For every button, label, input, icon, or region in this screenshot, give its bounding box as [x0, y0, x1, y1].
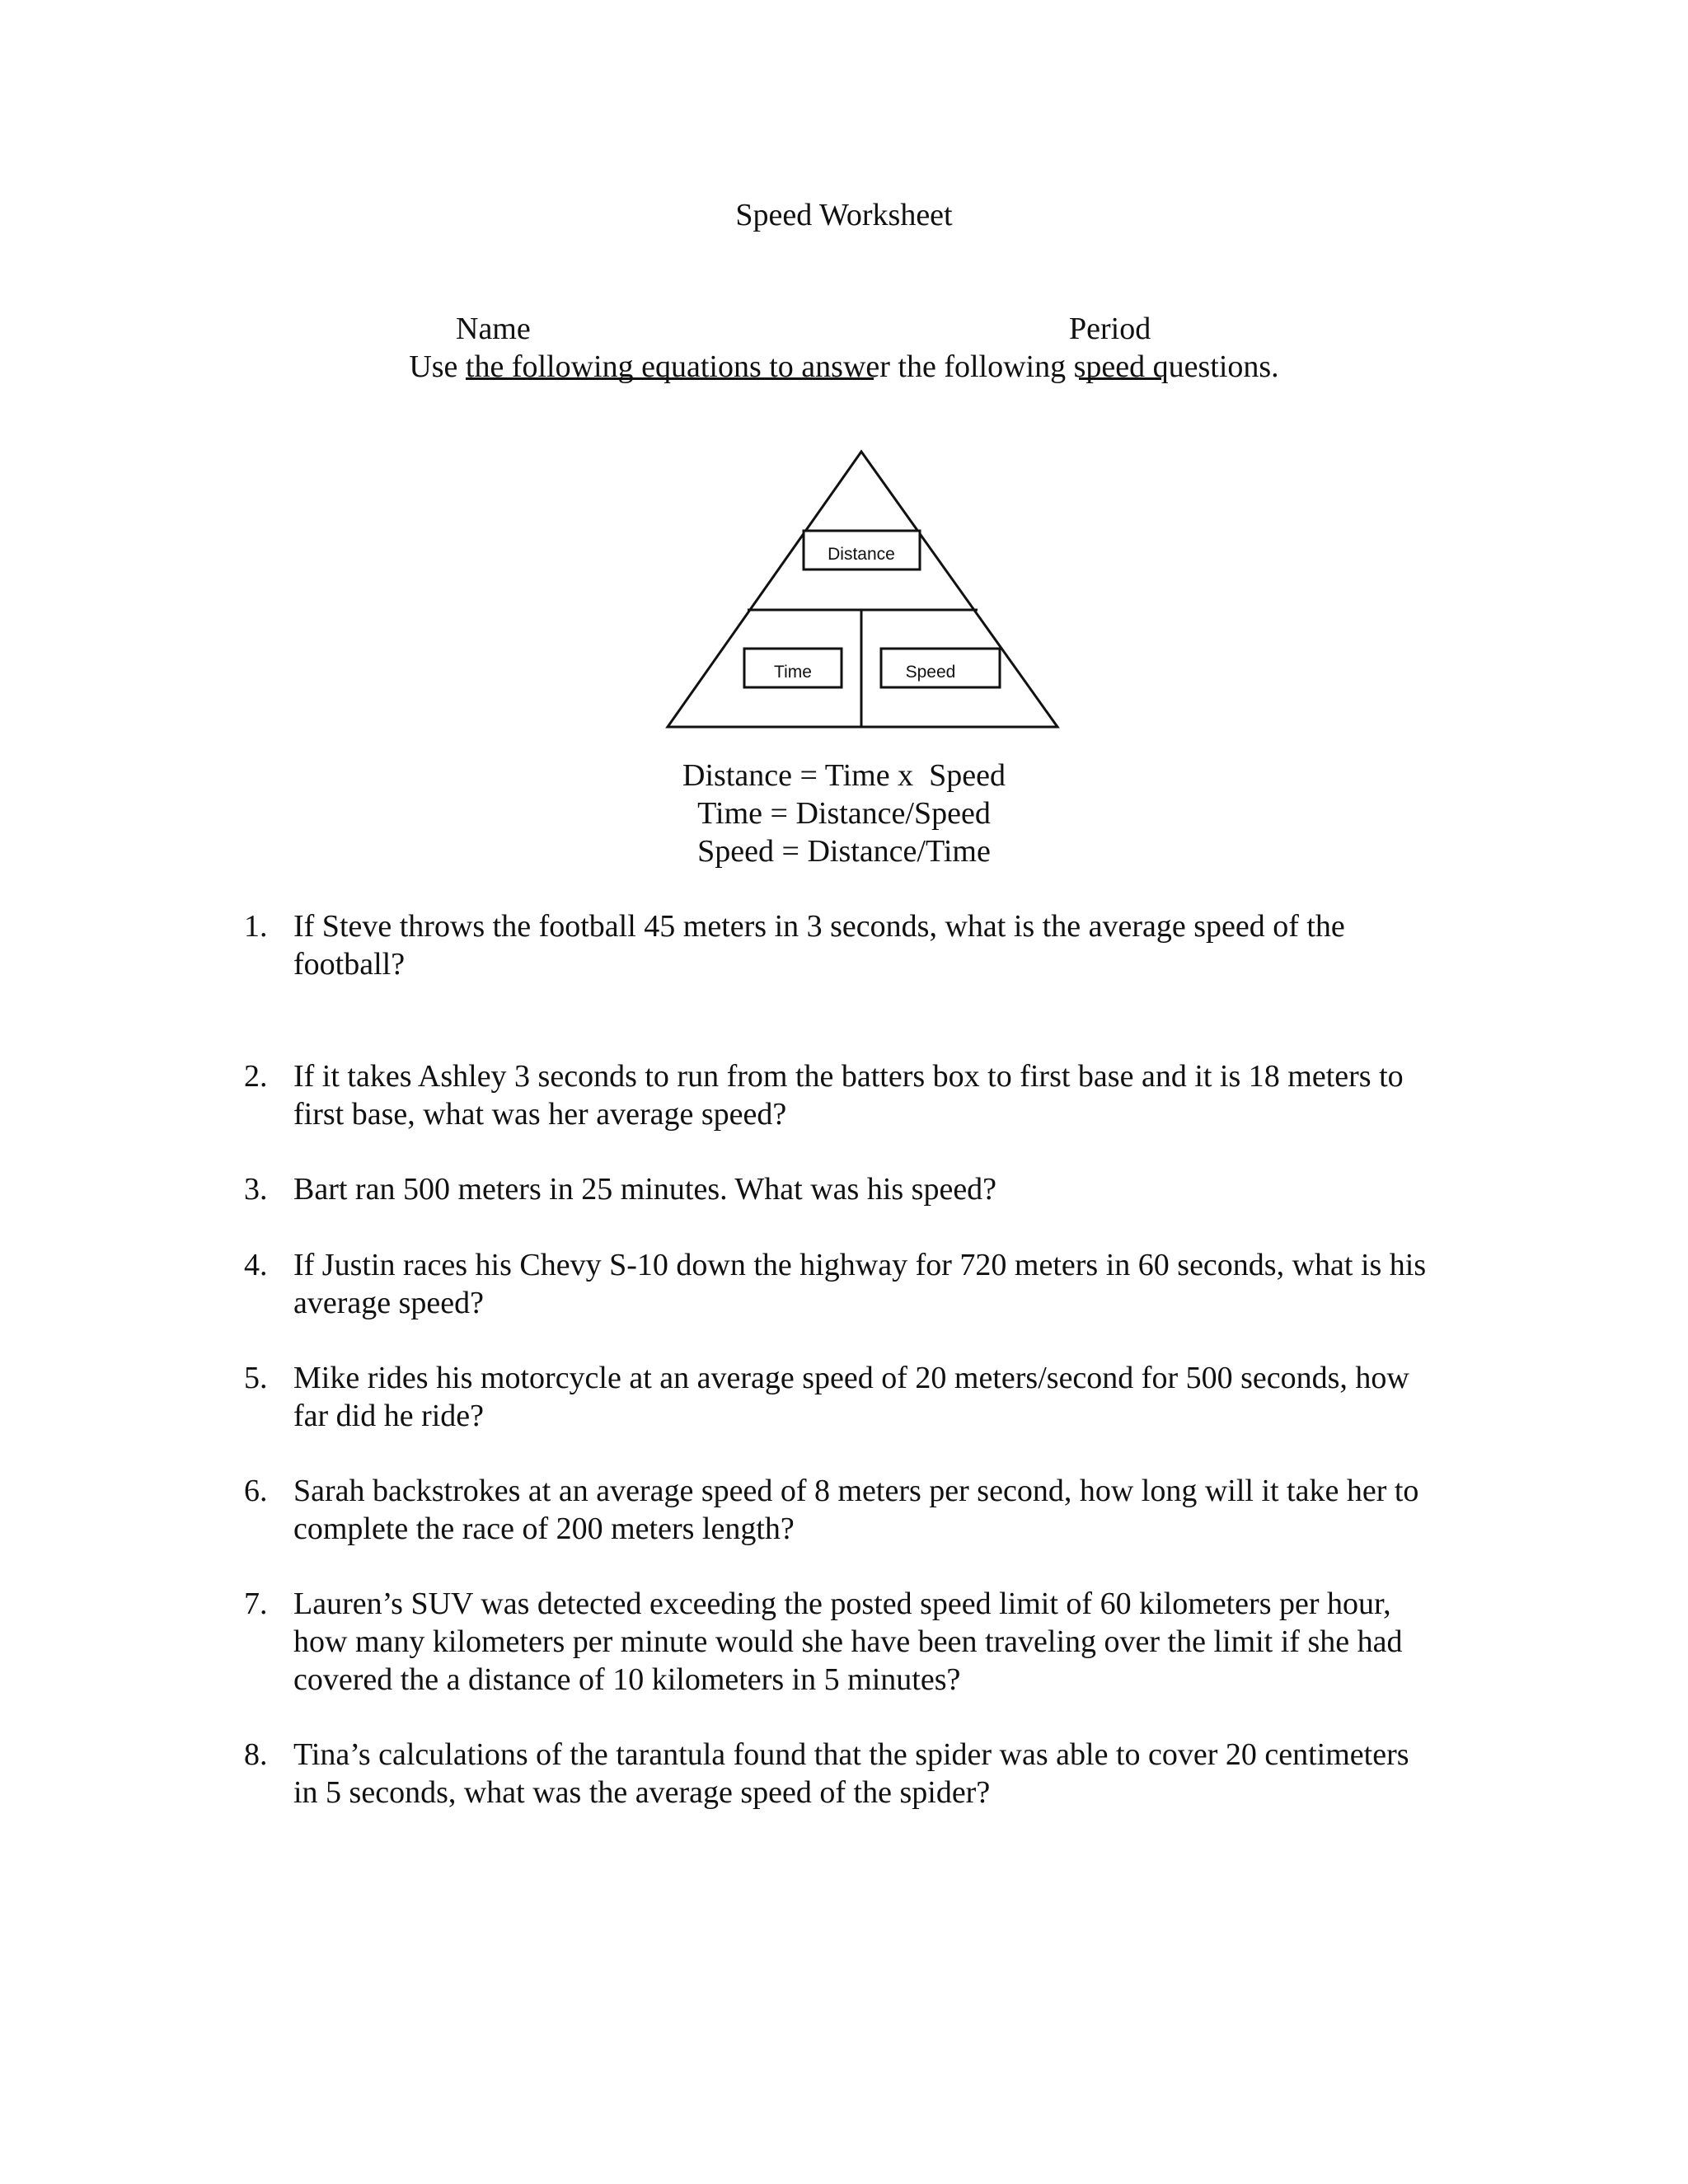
question-number: 6.: [244, 1474, 268, 1508]
question-text: Mike rides his motorcycle at an average speed of 20 meters/second for 500 seconds, how far did he ride?: [293, 1361, 1409, 1433]
question-text: Lauren’s SUV was detected exceeding the posted speed limit of 60 kilometers per hour, how many kilometers per minute would she have been traveling over the limit if she had covered the a distance of 10 kilometers in 5 minutes?: [293, 1586, 1403, 1697]
instructions-text: Use the following equations to answer the following speed questions.: [409, 349, 1279, 384]
question-text: Tina’s calculations of the tarantula found that the spider was able to cover 20 centimeters in 5 seconds, what was the average speed of the spider?: [293, 1737, 1409, 1810]
distance-label: Distance: [828, 545, 895, 564]
question-text: If it takes Ashley 3 seconds to run from the batters box to first base and it is 18 meters to first base, what was her average speed?: [293, 1059, 1404, 1132]
question-number: 2.: [244, 1059, 268, 1094]
time-label: Time: [774, 663, 812, 682]
question-number: 8.: [244, 1737, 268, 1772]
question-number: 5.: [244, 1361, 268, 1395]
question-number: 4.: [244, 1248, 268, 1282]
equation-distance: Distance = Time x Speed: [682, 758, 1006, 793]
question-number: 3.: [244, 1172, 268, 1207]
equation-speed: Speed = Distance/Time: [697, 834, 991, 869]
distance-time-speed-triangle: [0, 0, 1688, 742]
question-text: Bart ran 500 meters in 25 minutes. What was his speed?: [293, 1172, 997, 1207]
question-text: If Justin races his Chevy S-10 down the highway for 720 meters in 60 seconds, what is his average speed?: [293, 1248, 1427, 1320]
question-number: 7.: [244, 1586, 268, 1621]
speed-label: Speed: [905, 663, 956, 682]
period-label: Period: [1069, 312, 1151, 346]
question-text: If Steve throws the football 45 meters in 3 seconds, what is the average speed of the football?: [293, 909, 1345, 982]
question-text: Sarah backstrokes at an average speed of 8 meters per second, how long will it take her to complete the race of 200 meters length?: [293, 1474, 1419, 1546]
question-number: 1.: [244, 909, 268, 944]
name-label: Name: [456, 312, 531, 346]
equation-time: Time = Distance/Speed: [697, 796, 991, 831]
worksheet-title: Speed Worksheet: [735, 198, 953, 232]
